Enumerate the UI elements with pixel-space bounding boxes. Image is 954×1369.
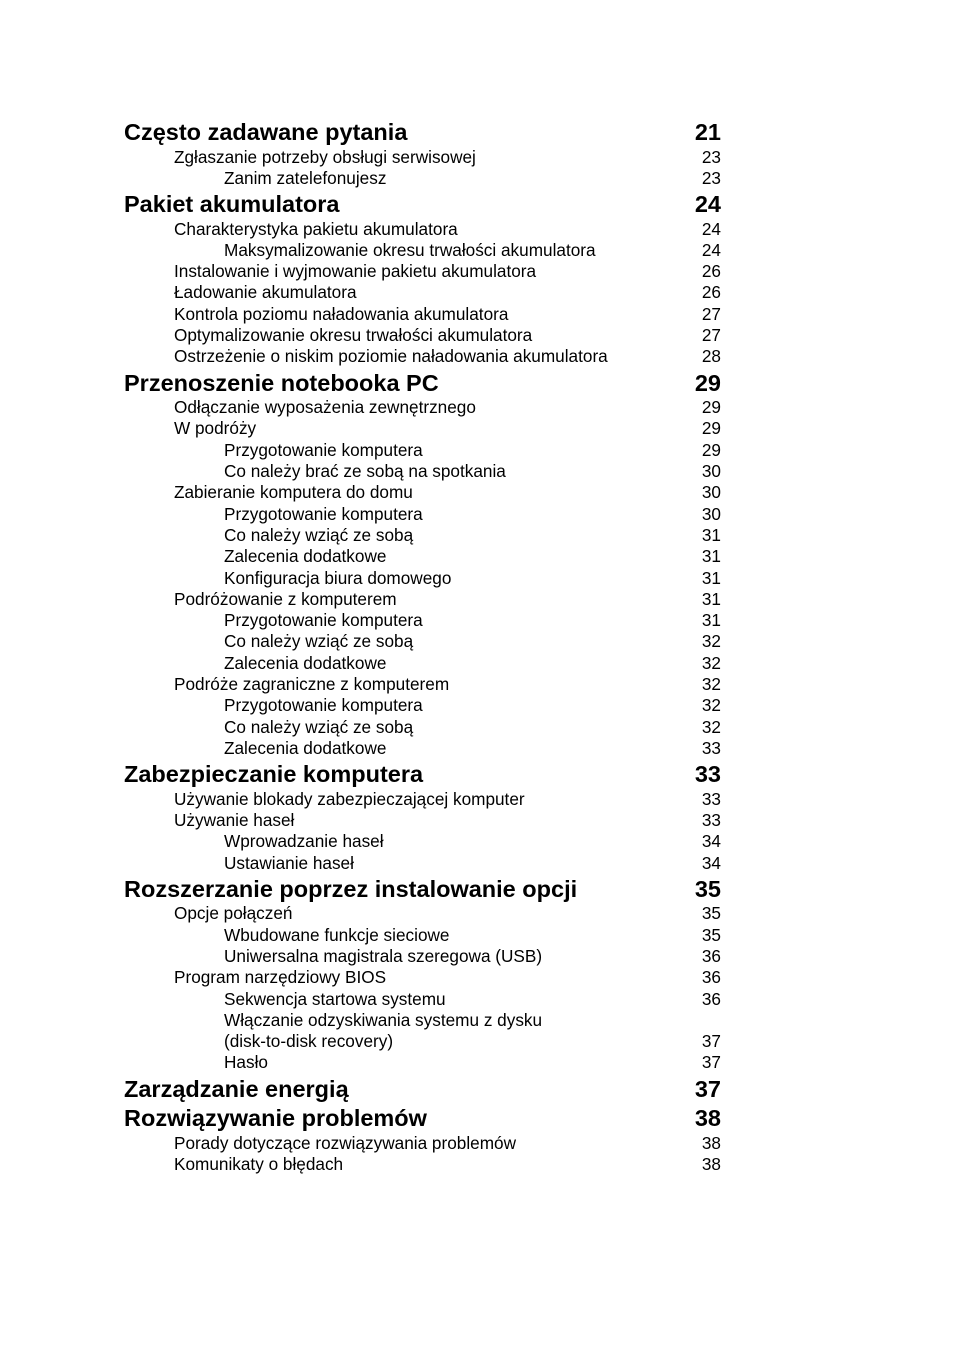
toc-page-number: 34 [701,831,721,852]
toc-subsection-row[interactable] [124,652,721,673]
toc-chapter-row[interactable] [124,1073,721,1103]
toc-subsection-row[interactable] [124,924,721,945]
toc-subsection-row[interactable] [124,852,721,873]
toc-entry-title: Przenoszenie notebooka PC [124,369,439,396]
toc-section-row[interactable] [124,588,721,609]
toc-page-number: 29 [701,397,721,418]
toc-page-number: 31 [701,524,721,545]
toc-entry-title: Co należy wziąć ze sobą [224,631,414,652]
toc-page-number: 21 [694,119,721,145]
toc-entry-title: (disk-to-disk recovery) [224,1031,394,1052]
toc-subsection-row[interactable] [124,630,721,651]
toc-entry-title: Porady dotyczące rozwiązywania problemów [174,1132,516,1153]
toc-chapter-row[interactable] [124,1102,721,1132]
toc-subsection-row[interactable] [124,439,721,460]
toc-page-number: 24 [701,218,721,239]
toc-page-number: 31 [701,546,721,567]
toc-subsection-row[interactable] [124,503,721,524]
toc-subsection-row[interactable] [124,988,721,1009]
toc-page-number: 26 [701,282,721,303]
toc-section-row[interactable] [124,324,721,345]
toc-page-number: 30 [701,503,721,524]
toc-subsection-title-line1: Włączanie odzyskiwania systemu z dysku [224,1009,543,1030]
toc-entry-title: Podróżowanie z komputerem [174,588,397,609]
toc-entry-title: Co należy wziąć ze sobą [224,524,414,545]
toc-page-number: 31 [701,610,721,631]
toc-page-number: 37 [701,1031,721,1052]
toc-section-row[interactable] [124,966,721,987]
toc-entry-title: Ustawianie haseł [224,852,354,873]
toc-entry-title: Często zadawane pytania [124,119,408,145]
toc-entry-title: Zgłaszanie potrzeby obsługi serwisowej [174,146,476,167]
toc-entry-title: Opcje połączeń [174,903,293,924]
toc-page-number: 29 [701,418,721,439]
toc-page-number: 35 [701,903,721,924]
toc-page-number: 35 [694,875,721,902]
toc-entry-title: Zanim zatelefonujesz [224,167,387,188]
toc-page-number: 28 [701,346,721,367]
toc-entry-title: W podróży [174,418,257,439]
toc-entry-title: Zalecenia dodatkowe [224,737,387,758]
toc-section-row[interactable] [124,281,721,302]
toc-section-row[interactable] [124,146,721,167]
toc-chapter-row[interactable] [124,758,721,788]
toc-subsection-row[interactable] [124,609,721,630]
toc-entry-title: Używanie haseł [174,810,295,831]
toc-page-number: 23 [701,146,721,167]
toc-page-number: 27 [701,325,721,346]
toc-entry-title: Sekwencja startowa systemu [224,988,446,1009]
toc-page-number: 35 [701,924,721,945]
toc-entry-title: Co należy brać ze sobą na spotkania [224,461,506,482]
toc-page-number: 36 [701,946,721,966]
toc-entry-title: Przygotowanie komputera [224,695,423,716]
toc-page-number: 38 [701,1154,721,1175]
toc-page-number: 34 [701,852,721,873]
toc-page-number: 33 [701,788,721,809]
toc-page-number: 26 [701,261,721,282]
toc-subsection-row[interactable] [124,830,721,851]
toc-entry-title: Kontrola poziomu naładowania akumulatora [174,303,509,324]
toc-subsection-row[interactable] [124,694,721,715]
toc-entry-title: Ładowanie akumulatora [174,282,357,303]
toc-subsection-row[interactable] [124,545,721,566]
toc-entry-title: Wprowadzanie haseł [224,831,384,852]
toc-page-number: 33 [701,737,721,758]
toc-entry-title: Przygotowanie komputera [224,503,423,524]
toc-page-number: 32 [701,631,721,652]
toc-page-number: 33 [694,761,721,788]
toc-page-number: 31 [701,567,721,588]
toc-entry-title: Ostrzeżenie o niskim poziomie naładowania akumulatora [174,346,608,367]
toc-subsection-row[interactable] [124,716,721,737]
toc-page-number: 32 [701,674,721,695]
toc-entry-title: Rozszerzanie poprzez instalowanie opcji [124,875,578,902]
toc-entry-title: Co należy wziąć ze sobą [224,716,414,737]
toc-subsection-row[interactable] [124,460,721,481]
toc-entry-title: Podróże zagraniczne z komputerem [174,674,450,695]
toc-chapter-row[interactable] [124,367,721,397]
toc-subsection-row[interactable] [124,239,721,260]
toc-page-number: 23 [701,167,721,188]
toc-section-row[interactable] [124,673,721,694]
toc-section-row[interactable] [124,345,721,366]
toc-entry-title: Zarządzanie energią [124,1075,349,1102]
toc-page-number: 38 [701,1132,721,1153]
toc-page-number: 33 [701,810,721,831]
toc-page-number: 36 [701,967,721,988]
toc-page-number: 32 [701,652,721,673]
toc-entry-title: Charakterystyka pakietu akumulatora [174,218,458,239]
toc-entry-title: Odłączanie wyposażenia zewnętrznego [174,397,476,418]
toc-section-row[interactable] [124,218,721,239]
toc-entry-title: Optymalizowanie okresu trwałości akumulatora [174,325,533,346]
toc-page-number: 30 [701,482,721,503]
toc-entry-title: Konfiguracja biura domowego [224,567,452,588]
toc-entry-title: Hasło [224,1052,268,1073]
toc-section-row[interactable] [124,809,721,830]
toc-chapter-row[interactable] [124,873,721,903]
toc-entry-title: Przygotowanie komputera [224,439,423,460]
toc-page-number: 29 [701,439,721,460]
toc-entry-title: Wbudowane funkcje sieciowe [224,924,450,945]
toc-chapter-row[interactable] [124,188,721,218]
toc-entry-title: Zalecenia dodatkowe [224,652,387,673]
toc-page-number: 24 [694,191,721,218]
toc-entry-title: Maksymalizowanie okresu trwałości akumulatora [224,239,596,260]
toc-page-number: 31 [701,588,721,609]
toc-subsection-row[interactable] [124,1030,721,1051]
toc-page-number: 37 [701,1052,721,1073]
toc-section-row[interactable] [124,1132,721,1153]
toc-entry-title: Pakiet akumulatora [124,191,340,218]
toc-section-row[interactable] [124,303,721,324]
toc-page-number: 37 [694,1075,721,1102]
toc-subsection-row[interactable] [124,945,721,966]
toc-page-number: 32 [701,695,721,716]
toc-entry-title: Przygotowanie komputera [224,610,423,631]
toc-page-number: 27 [701,303,721,324]
toc-subsection-row[interactable] [124,524,721,545]
toc-subsection-row[interactable] [124,167,721,188]
toc-section-row[interactable] [124,481,721,502]
toc-page-number: 29 [694,369,721,396]
toc-section-row[interactable] [124,396,721,417]
toc-entry-title: Rozwiązywanie problemów [124,1105,427,1132]
toc-subsection-row[interactable] [124,737,721,758]
table-of-contents [124,116,721,1174]
toc-section-row[interactable] [124,902,721,923]
toc-page-number: 36 [701,988,721,1009]
toc-page-number: 32 [701,716,721,737]
toc-entry-title: Zabezpieczanie komputera [124,761,424,788]
toc-chapter-row[interactable] [124,116,721,146]
toc-entry-title: Uniwersalna magistrala szeregowa (USB) [224,946,543,966]
toc-subsection-row[interactable] [124,1051,721,1072]
toc-section-row[interactable] [124,417,721,438]
toc-entry-title: Zabieranie komputera do domu [174,482,413,503]
toc-page-number: 30 [701,461,721,482]
toc-entry-title: Zalecenia dodatkowe [224,546,387,567]
toc-entry-title: Komunikaty o błędach [174,1154,344,1175]
toc-page-number: 38 [694,1105,721,1132]
toc-entry-title: Instalowanie i wyjmowanie pakietu akumulatora [174,261,537,282]
toc-entry-title: Używanie blokady zabezpieczającej komputer [174,788,525,809]
toc-section-row[interactable] [124,788,721,809]
toc-section-row[interactable] [124,1153,721,1174]
toc-section-row[interactable] [124,260,721,281]
toc-entry-title: Program narzędziowy BIOS [174,967,387,988]
toc-page-number: 24 [701,239,721,260]
toc-subsection-row[interactable] [124,567,721,588]
